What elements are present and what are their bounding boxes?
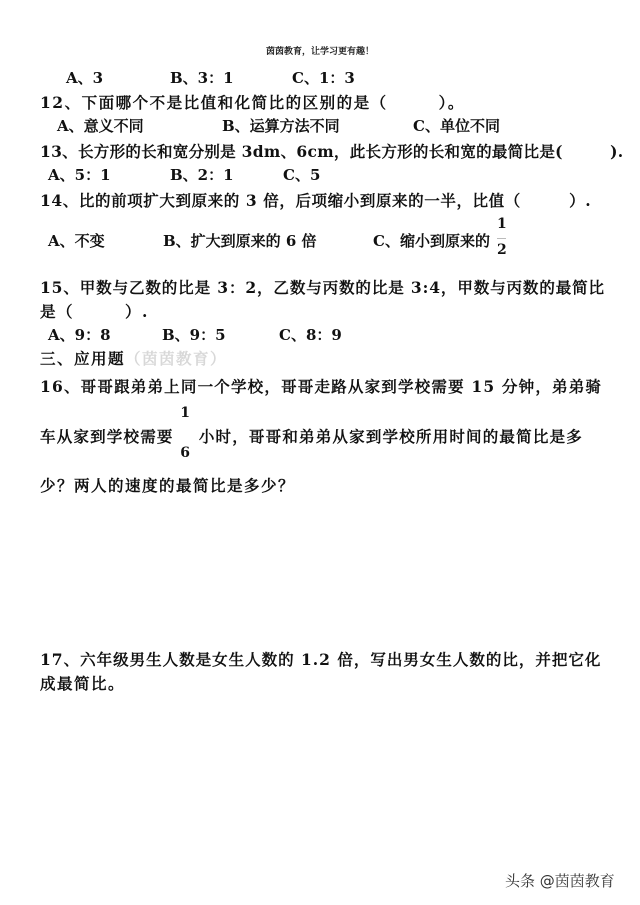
q12-option-c: C、单位不同: [413, 117, 500, 135]
fraction-numerator: 1: [497, 216, 507, 232]
q11-option-a: A、3: [66, 69, 104, 87]
footer-attribution: 头条 @茵茵教育: [505, 872, 615, 890]
q15-option-a: A、9：8: [48, 326, 111, 344]
q13-text: 13、长方形的长和宽分别是 3dm、6cm，此长方形的长和宽的最简比是( ).: [40, 142, 624, 161]
q17-line-2: 成最简比。: [40, 674, 126, 693]
q14-option-a: A、不变: [48, 232, 105, 250]
q11-option-b: B、3：1: [170, 69, 234, 87]
q12-text: 12、下面哪个不是比值和化简比的区别的是（ ）。: [40, 93, 465, 112]
q14-fraction-one-half: [497, 216, 509, 260]
q13-option-c: C、5: [283, 166, 321, 184]
fraction-denominator: 6: [180, 445, 192, 461]
q14-text: 14、比的前项扩大到原来的 3 倍，后项缩小到原来的一半，比值（ ）.: [40, 191, 592, 210]
q16-line-1: 16、哥哥跟弟弟上同一个学校，哥哥走路从家到学校需要 15 分钟，弟弟骑: [40, 377, 603, 396]
q17-line-1: 17、六年级男生人数是女生人数的 1.2 倍，写出男女生人数的比，并把它化: [40, 650, 602, 669]
page-header-slogan: 茵茵教育，让学习更有趣！: [265, 47, 374, 57]
section-3-title: 三、应用题: [40, 349, 126, 368]
q15-line-2: 是（ ）.: [40, 302, 149, 321]
q15-option-b: B、9：5: [162, 326, 226, 344]
q14-option-c: C、缩小到原来的: [373, 232, 490, 250]
fraction-bar: [497, 238, 506, 239]
watermark-text: （茵茵教育）: [125, 349, 228, 368]
q16-line-2-before: 车从家到学校需要: [40, 427, 174, 446]
q14-option-b: B、扩大到原来的 6 倍: [163, 232, 317, 250]
q16-fraction-one-sixth: [180, 405, 192, 461]
fraction-numerator: 1: [180, 405, 192, 421]
q12-option-a: A、意义不同: [57, 117, 144, 135]
q15-option-c: C、8：9: [279, 326, 342, 344]
q16-line-2-after: 小时，哥哥和弟弟从家到学校所用时间的最简比是多: [198, 427, 583, 446]
q12-option-b: B、运算方法不同: [222, 117, 340, 135]
q16-line-3: 少？两人的速度的最简比是多少？: [40, 476, 296, 495]
q13-option-b: B、2：1: [170, 166, 234, 184]
q15-line-1: 15、甲数与乙数的比是 3：2，乙数与丙数的比是 3:4，甲数与丙数的最简比: [40, 278, 605, 297]
q11-option-c: C、1：3: [292, 69, 355, 87]
q13-option-a: A、5：1: [48, 166, 111, 184]
fraction-denominator: 2: [497, 242, 507, 258]
q16-line-2: [40, 405, 583, 461]
section-3-heading: [40, 347, 227, 369]
